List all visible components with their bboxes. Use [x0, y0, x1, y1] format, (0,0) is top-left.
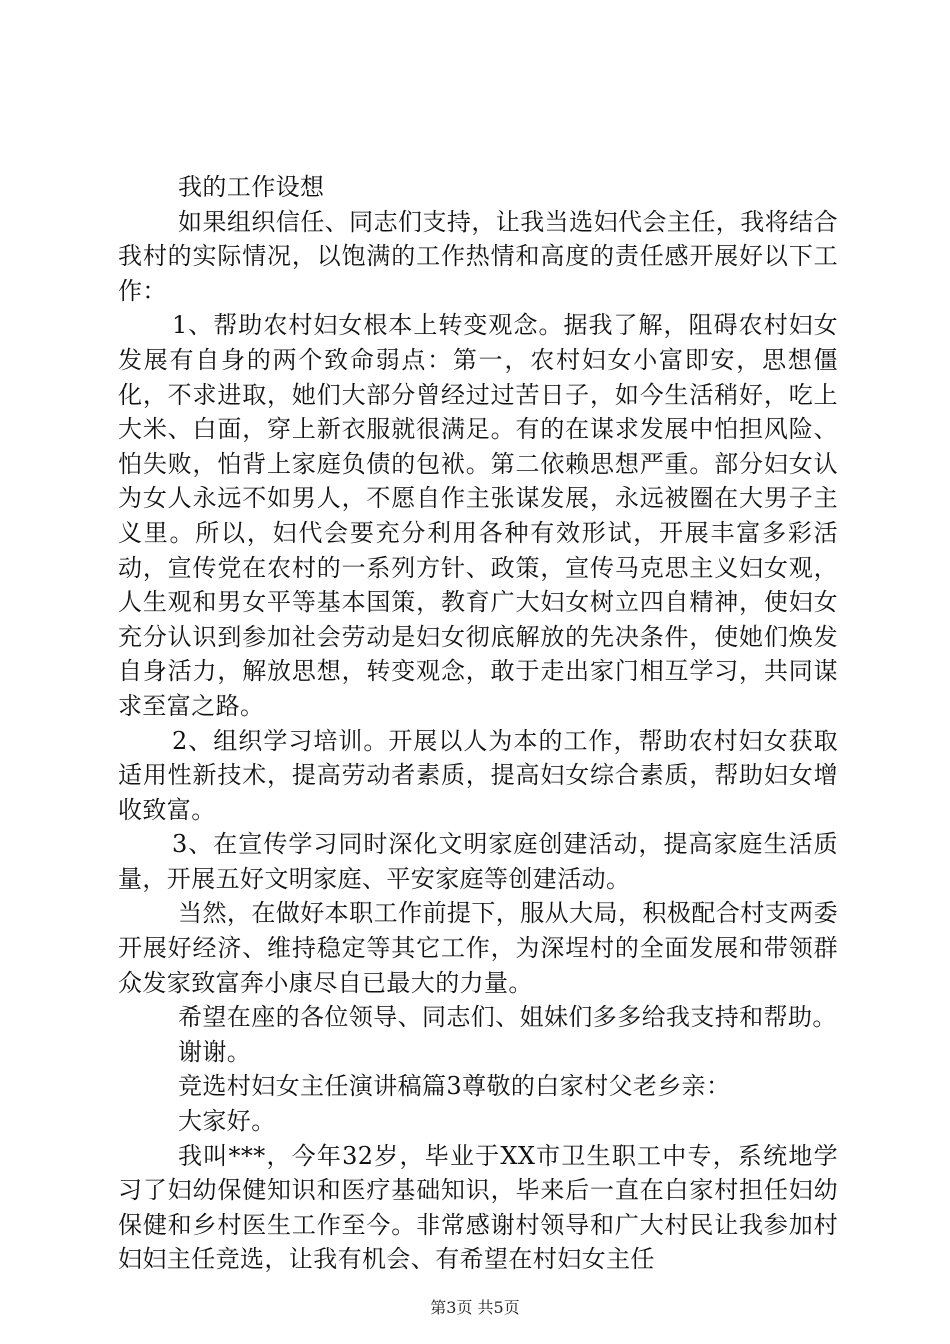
paragraph-point-3: 3、在宣传学习同时深化文明家庭创建活动，提高家庭生活质量，开展五好文明家庭、平安家庭等创建活动。 [118, 830, 838, 893]
paragraph-thanks: 谢谢。 [178, 1037, 252, 1066]
paragraph-point-2: 2、组织学习培训。开展以人为本的工作，帮助农村妇女获取适用性新技术，提高劳动者素质，提高妇女综合素质，帮助妇女增收致富。 [118, 726, 838, 824]
paragraph-hope: 希望在座的各位领导、同志们、姐妹们多多给我支持和帮助。 [178, 1003, 837, 1032]
paragraph-greeting: 大家好。 [178, 1107, 276, 1136]
page-number-footer: 第3页 共5页 [430, 1298, 520, 1317]
paragraph-point-1: 1、帮助农村妇女根本上转变观念。据我了解，阻碍农村妇女发展有自身的两个致命弱点：第一，农村妇女小富即安，思想僵化，不求进取，她们大部分曾经过过苦日子，如今生活稍好，吃上大米、白面，穿上新衣服就很满足。有的在谋求发展中怕担风险、怕失败，怕背上家庭负债的包袱。第二依赖思想严重。部分妇女认为女人永远不如男人，不愿自作主张谋发展，永远被圈在大男子主义里。所以，妇代会要充分利用各种有效形试，开展丰富多彩活动，宣传党在农村的一系列方针、政策，宣传马克思主义妇女观，人生观和男女平等基本国策，教育广大妇女树立四自精神，使妇女充分认识到参加社会劳动是妇女彻底解放的先决条件，使她们焕发自身活力，解放思想，转变观念，敢于走出家门相互学习，共同谋求至富之路。 [118, 311, 838, 720]
heading-work-plan: 我的工作设想 [178, 173, 325, 201]
paragraph-self-intro: 我叫***，今年32岁，毕业于XX市卫生职工中专，系统地学习了妇幼保健知识和医疗基础知识，毕来后一直在白家村担任妇幼保健和乡村医生工作至今。非常感谢村领导和广大村民让我参加村妇妇主任竞选，让我有机会、有希望在村妇女主任 [118, 1141, 838, 1274]
paragraph-intro: 如果组织信任、同志们支持，让我当选妇代会主任，我将结合我村的实际情况，以饱满的工作热情和高度的责任感开展好以下工作： [118, 207, 838, 305]
paragraph-conclusion: 当然，在做好本职工作前提下，服从大局，积极配合村支两委开展好经济、维持稳定等其它工作，为深埕村的全面发展和带领群众发家致富奔小康尽自已最大的力量。 [118, 899, 838, 997]
document-body [118, 170, 838, 1277]
paragraph-speech-title: 竞选村妇女主任演讲稿篇3尊敬的白家村父老乡亲： [178, 1072, 731, 1101]
